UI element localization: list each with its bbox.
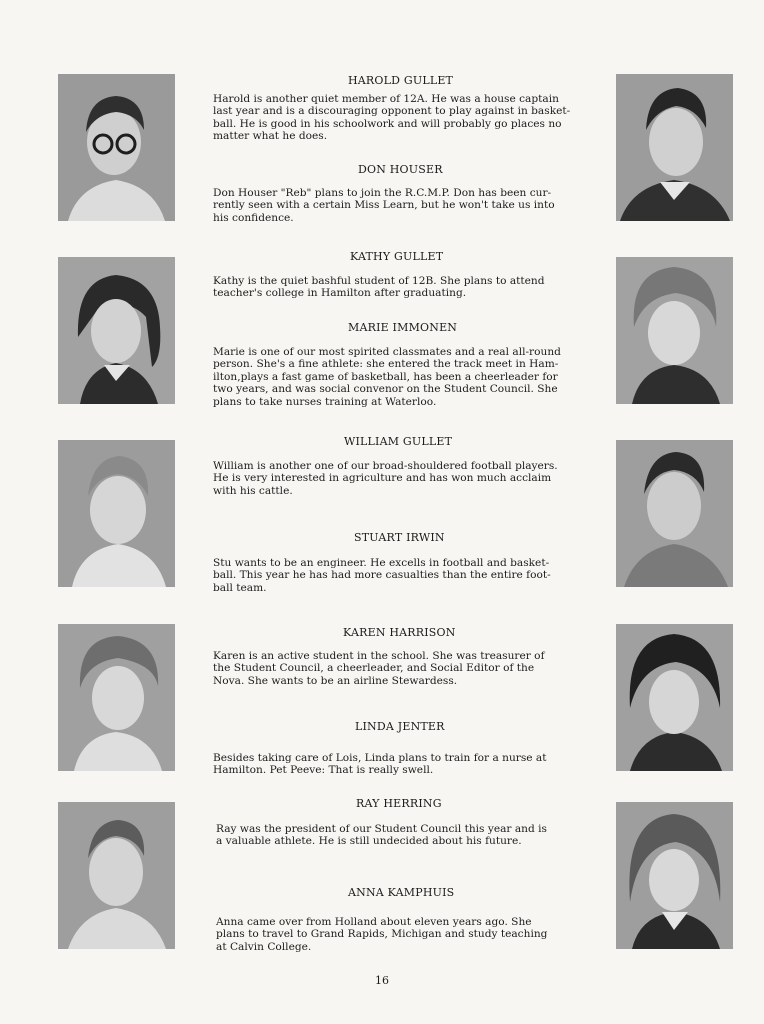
student-bio: Anna came over from Holland about eleven years ago. She plans to travel to Grand Rapids, Michigan and study teaching at Calvin College. [216,916,548,953]
portrait-karen-harrison-image [58,624,175,771]
student-bio: Stu wants to be an engineer. He excells in football and basket- ball. This year he has had more casualties than the entire foot- ball team. [213,557,551,594]
portrait-don-houser [616,74,733,221]
student-bio: Don Houser "Reb" plans to join the R.C.M.P. Don has been cur- rently seen with a certain Miss Learn, but he won't take us into his confidence. [213,187,555,224]
student-bio: Marie is one of our most spirited classmates and a real all-round person. She's a fine athlete: she entered the track meet in Ham- ilton,plays a fast game of basketball, has been a cheerleader for two years, and was social convenor on the Student Council. She plans to take nurses training at Waterloo. [213,346,561,408]
portrait-harold-gullet-image [58,74,175,221]
portrait-anna-kamphuis [616,802,733,949]
student-bio: Harold is another quiet member of 12A. He was a house captain last year and is a discouraging opponent to play against in basket- ball. He is good in his schoolwork and will probably go places no matter what he does. [213,93,571,143]
portrait-marie-immonen-image [616,257,733,404]
student-bio: Besides taking care of Lois, Linda plans to train for a nurse at Hamilton. Pet Peeve: That is really swell. [213,752,547,777]
student-name: MARIE IMMONEN [348,321,458,334]
student-name: WILLIAM GULLET [344,435,453,448]
portrait-marie-immonen [616,257,733,404]
portrait-linda-jenter-image [616,624,733,771]
portrait-stuart-irwin [616,440,733,587]
portrait-linda-jenter [616,624,733,771]
student-name: STUART IRWIN [354,531,445,544]
portrait-kathy-gullet-image [58,257,175,404]
portrait-william-gullet-image [58,440,175,587]
portrait-don-houser-image [616,74,733,221]
student-name: KAREN HARRISON [343,626,456,639]
student-name: ANNA KAMPHUIS [348,886,455,899]
portrait-stuart-irwin-image [616,440,733,587]
student-bio: Karen is an active student in the school. She was treasurer of the Student Council, a cheerleader, and Social Editor of the Nova. She wants to be an airline Stewardess. [213,650,545,687]
portrait-harold-gullet [58,74,175,221]
student-name: DON HOUSER [358,163,443,176]
portrait-kathy-gullet [58,257,175,404]
page-number: 16 [375,974,389,987]
student-name: HAROLD GULLET [348,74,454,87]
student-name: LINDA JENTER [355,720,445,733]
portrait-ray-herring-image [58,802,175,949]
portrait-ray-herring [58,802,175,949]
student-name: KATHY GULLET [350,250,444,263]
portrait-karen-harrison [58,624,175,771]
student-bio: Ray was the president of our Student Council this year and is a valuable athlete. He is still undecided about his future. [216,823,547,848]
student-name: RAY HERRING [356,797,442,810]
student-bio: William is another one of our broad-shouldered football players. He is very interested in agriculture and has won much acclaim with his cattle. [213,460,558,497]
student-bio: Kathy is the quiet bashful student of 12B. She plans to attend teacher's college in Hamilton after graduating. [213,275,545,300]
portrait-anna-kamphuis-image [616,802,733,949]
portrait-william-gullet [58,440,175,587]
